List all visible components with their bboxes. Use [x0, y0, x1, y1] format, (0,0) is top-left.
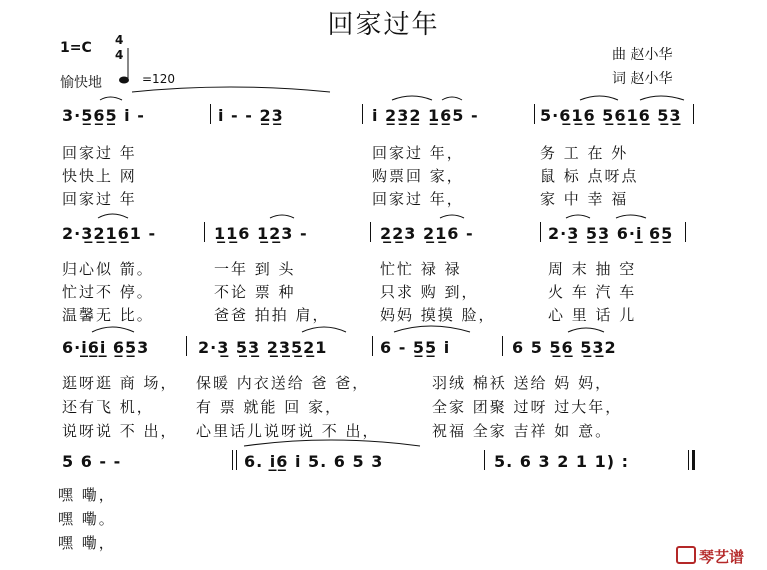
lyric-line: 快快上 网	[62, 167, 137, 185]
lyric-line: 全家 团聚 过呀 过大年，	[432, 398, 623, 416]
watermark-logo: 琴艺谱	[676, 546, 744, 567]
logo-mark-icon	[676, 546, 696, 564]
lyric-line: 忙忙 禄 禄	[380, 260, 462, 278]
measure-3-1: 6·i̲6̲i̲ 6̲5̲3	[62, 338, 150, 357]
lyric-line: 火 车 汽 车	[548, 283, 637, 301]
lyric-line: 心 里 话 儿	[548, 306, 637, 324]
measure-4-2: 6. i̲6̲ i 5. 6 5 3	[244, 452, 384, 471]
lyric-line: 说呀说 不 出，	[62, 422, 178, 440]
lyric-line: 爸爸 拍拍 肩，	[214, 306, 330, 324]
slur	[640, 96, 684, 100]
slur	[568, 328, 604, 332]
slur	[100, 97, 122, 100]
lyric-line: 还有飞 机，	[62, 398, 154, 416]
lyric-line: 务 工 在 外	[540, 144, 629, 162]
lyric-line: 回家过 年，	[372, 190, 464, 208]
measure-2-1: 2·3̲2̲1̲6̲1 -	[62, 224, 157, 243]
lyric-line: 心里话儿说呀说 不 出，	[196, 422, 380, 440]
slur	[440, 215, 464, 218]
measure-1-1: 3·5̲6̲5̲ i -	[62, 106, 145, 125]
lyric-line: 家 中 幸 福	[540, 190, 629, 208]
slur	[442, 97, 462, 100]
lyric-line: 购票回 家，	[372, 167, 464, 185]
lyric-line: 回家过 年，	[372, 144, 464, 162]
lyric-line: 羽绒 棉袄 送给 妈 妈，	[432, 374, 613, 392]
measure-4-1: 5 6 - -	[62, 452, 122, 471]
lyric-line: 嘿 嘞，	[58, 534, 116, 552]
slur	[302, 327, 346, 332]
slur	[394, 326, 470, 332]
lyric-line: 逛呀逛 商 场，	[62, 374, 178, 392]
lyric-line: 周 末 抽 空	[548, 260, 637, 278]
tempo-bpm: =120	[142, 72, 175, 86]
slur	[566, 215, 590, 218]
measure-1-3: i 2̲3̲2̲ 1̲6̲5 -	[372, 106, 479, 125]
lyric-line: 忙过不 停。	[62, 283, 154, 301]
slur	[132, 87, 330, 92]
measure-1-4: 5·6̲1̲6̲ 5̲6̲1̲6̲ 5̲3̲	[540, 106, 682, 125]
lyric-line: 鼠 标 点呀点	[540, 167, 639, 185]
lyricist-credit: 词 赵小华	[612, 71, 673, 87]
lyric-line: 一年 到 头	[214, 260, 296, 278]
measure-2-2: 1̲1̲6 1̲2̲3 -	[214, 224, 308, 243]
lyric-line: 嘿 嘞，	[58, 486, 116, 504]
lyric-line: 保暖 内衣送给 爸 爸，	[196, 374, 370, 392]
tempo-note-head	[119, 77, 129, 84]
song-title: 回家过年	[327, 10, 440, 40]
measure-1-2: i - - 2̲3̲	[218, 106, 284, 125]
composer-credit: 曲 赵小华	[612, 47, 673, 63]
slur	[92, 327, 134, 332]
slur	[580, 96, 618, 100]
lyric-line: 温馨无 比。	[62, 306, 154, 324]
measure-2-4: 2·3̲ 5̲3̲ 6·i̲ 6̲5̲	[548, 224, 674, 243]
measure-3-4: 6 5 5̲6̲ 5̲3̲2	[512, 338, 617, 357]
lyric-line: 不论 票 种	[214, 283, 296, 301]
measure-3-3: 6 - 5̲5̲ i	[380, 338, 451, 357]
time-signature-denominator: 4	[115, 48, 124, 62]
key-signature: 1=C	[60, 40, 92, 56]
slur	[616, 215, 646, 218]
slur	[244, 440, 420, 446]
lyric-line: 祝福 全家 吉祥 如 意。	[432, 422, 613, 440]
slur	[270, 215, 294, 218]
lyric-line: 归心似 箭。	[62, 260, 154, 278]
measure-3-2: 2·3̲ 5̲3̲ 2̲3̲5̲2̲1	[198, 338, 328, 357]
lyric-line: 有 票 就能 回 家，	[196, 398, 343, 416]
lyric-line: 妈妈 摸摸 脸，	[380, 306, 496, 324]
lyric-line: 回家过 年	[62, 190, 137, 208]
lyric-line: 回家过 年	[62, 144, 137, 162]
measure-2-3: 2̲2̲3 2̲1̲6 -	[380, 224, 474, 243]
time-signature-numerator: 4	[115, 33, 124, 47]
slur	[392, 96, 432, 100]
measure-4-3: 5. 6 3 2 1 1) :	[494, 452, 630, 471]
lyric-line: 只求 购 到，	[380, 283, 479, 301]
tempo-marking: 愉快地	[60, 75, 102, 91]
lyric-line: 嘿 嘞。	[58, 510, 116, 528]
slur	[98, 214, 128, 218]
